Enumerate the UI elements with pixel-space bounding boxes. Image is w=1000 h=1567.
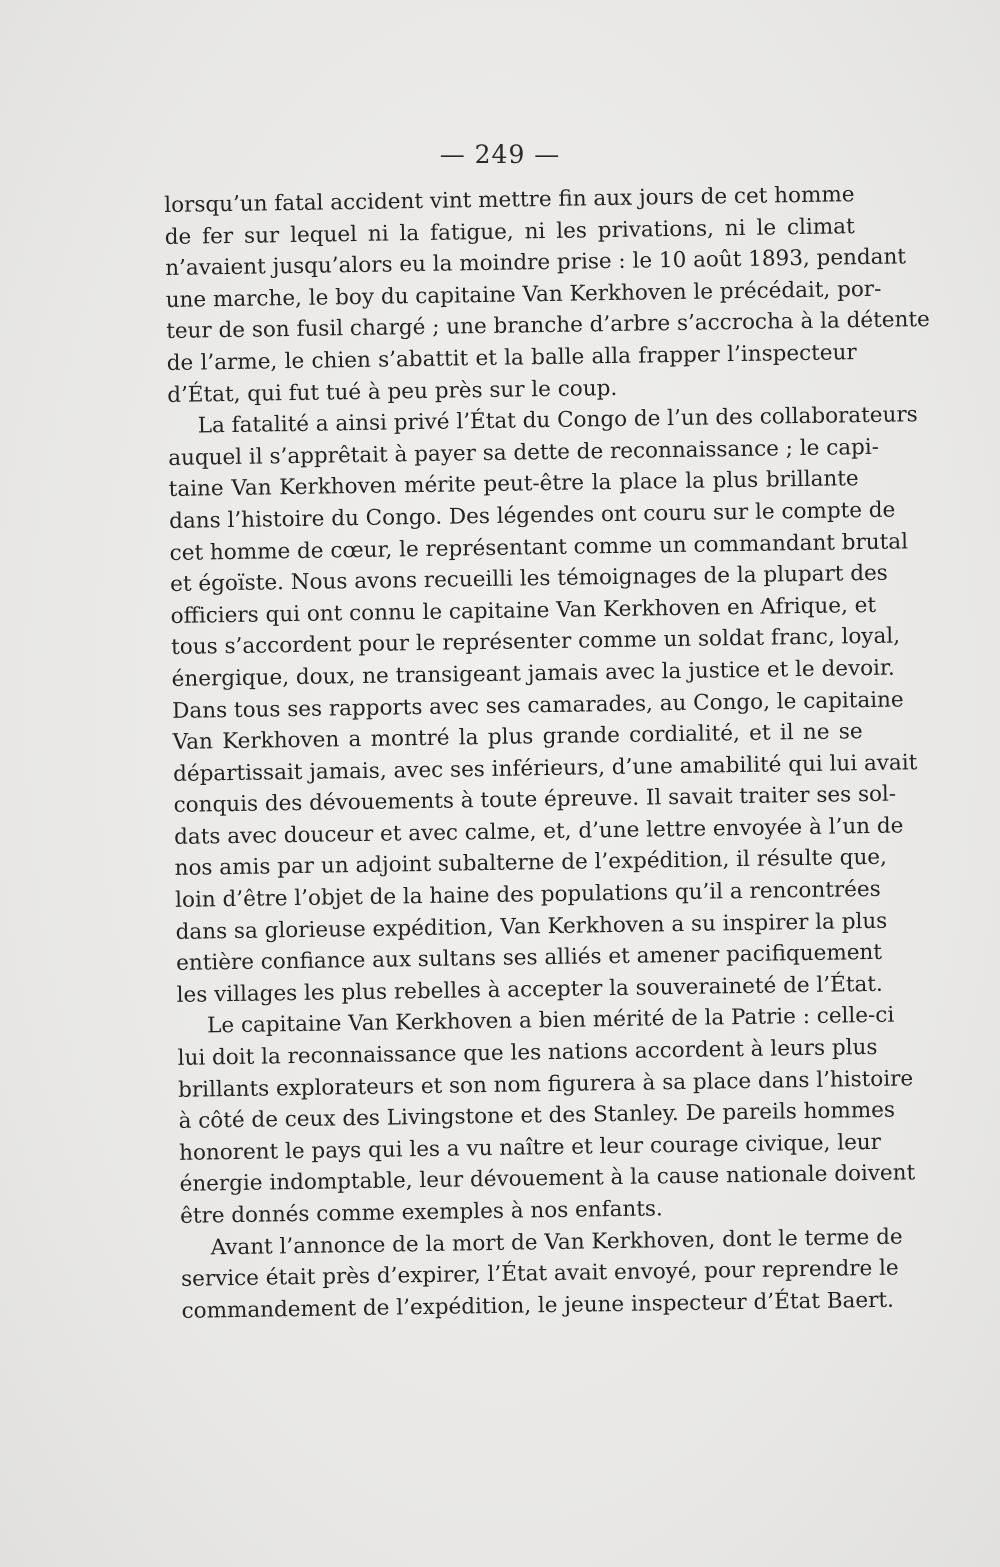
text-line: de l’arme, le chien s’abattit et la balle alla frapper l’inspecteur [166,340,857,376]
text-line: auquel il s’apprêtait à payer sa dette de reconnaissance ; le capi- [168,434,880,471]
text-line: énergique, doux, ne transigeant jamais avec la justice et le devoir. [171,655,895,692]
text-line: honorent le pays qui les a vu naître et leur courage civique, leur [178,1129,882,1166]
text-line: de fer sur lequel ni la fatigue, ni les privations, ni le climat [164,213,855,250]
text-line: nos amis par un adjoint subalterne de l’expédition, il résulte que, [174,845,888,882]
text-line: lorsqu’un fatal accident vint mettre fin aux jours de cet homme [164,182,855,218]
text-line: d’État, qui fut tué à peu près sur le coup. [167,375,618,408]
text-line: entière confiance aux sultans ses alliés et amener pacifiquement [175,940,883,977]
text-line: Le capitaine Van Kerkhoven a bien mérité de la Patrie : celle-ci [206,1003,895,1039]
text-line: à côté de ceux des Livingstone et des Stanley. De pareils hommes [178,1097,896,1135]
text-line: brillants explorateurs et son nom figurera à sa place dans l’histoire [177,1065,914,1103]
text-line: départissait jamais, avec ses inférieurs, d’une amabilité qui lui avait [172,749,918,787]
text-line: dans l’histoire du Congo. Des légendes ont couru sur le compte de [169,497,896,534]
text-line: énergie indomptable, leur dévouement à la cause nationale doivent [179,1160,916,1198]
text-line: officiers qui ont connu le capitaine Van Kerkhoven en Afrique, et [170,592,877,629]
text-line: Dans tous ses rapports avec ses camarades, au Congo, le capitaine [171,686,904,724]
text-line: et égoïste. Nous avons recueilli les témoignages de la plupart des [170,560,888,598]
text-line: commandement de l’expédition, le jeune inspecteur d’État Baert. [181,1287,895,1324]
text-line: tous s’accordent pour le représenter comme un soldat franc, loyal, [170,623,901,661]
text-line: taine Van Kerkhoven mérite peut-être la place la plus brillante [168,466,859,503]
text-line: les villages les plus rebelles à accepter la souveraineté de l’État. [176,971,883,1008]
text-line: Van Kerkhoven a montré la plus grande cordialité, et il ne se [172,719,863,756]
text-line: cet homme de cœur, le représentant comme un commandant brutal [169,528,909,566]
text-line: conquis des dévouements à toute épreuve. Il savait traiter ses sol- [173,781,897,819]
text-line: teur de son fusil chargé ; une branche d’arbre s’accrocha à la détente [166,307,930,345]
text-line: La fatalité a ainsi privé l’État du Congo de l’un des collaborateurs [197,402,918,439]
paragraph [167,400,918,1011]
text-line: être donnés comme exemples à nos enfants. [179,1196,663,1229]
text-line: loin d’être l’objet de la haine des populations qu’il a rencontrées [174,876,881,913]
text-line: service était près d’expirer, l’État avait envoyé, pour reprendre le [180,1255,899,1293]
paragraph [180,1222,903,1328]
text-line: n’avaient jusqu’alors eu la moindre prise : le 10 août 1893, pendant [165,244,907,282]
text-line: dans sa glorieuse expédition, Van Kerkhoven a su inspirer la plus [175,908,888,945]
page-number: — 249 — [439,140,561,169]
text-line: dats avec douceur et avec calme, et, d’une lettre envoyée à l’un de [173,813,904,850]
text-line: une marche, le boy du capitaine Van Kerkhoven le précédait, por- [165,276,882,313]
text-line: lui doit la reconnaissance que les nations accordent à leurs plus [177,1034,878,1071]
body-text [164,179,930,1327]
paragraph [164,179,930,411]
paragraph [177,1000,916,1232]
text-line: Avant l’annonce de la mort de Van Kerkhoven, dont le terme de [210,1224,903,1260]
